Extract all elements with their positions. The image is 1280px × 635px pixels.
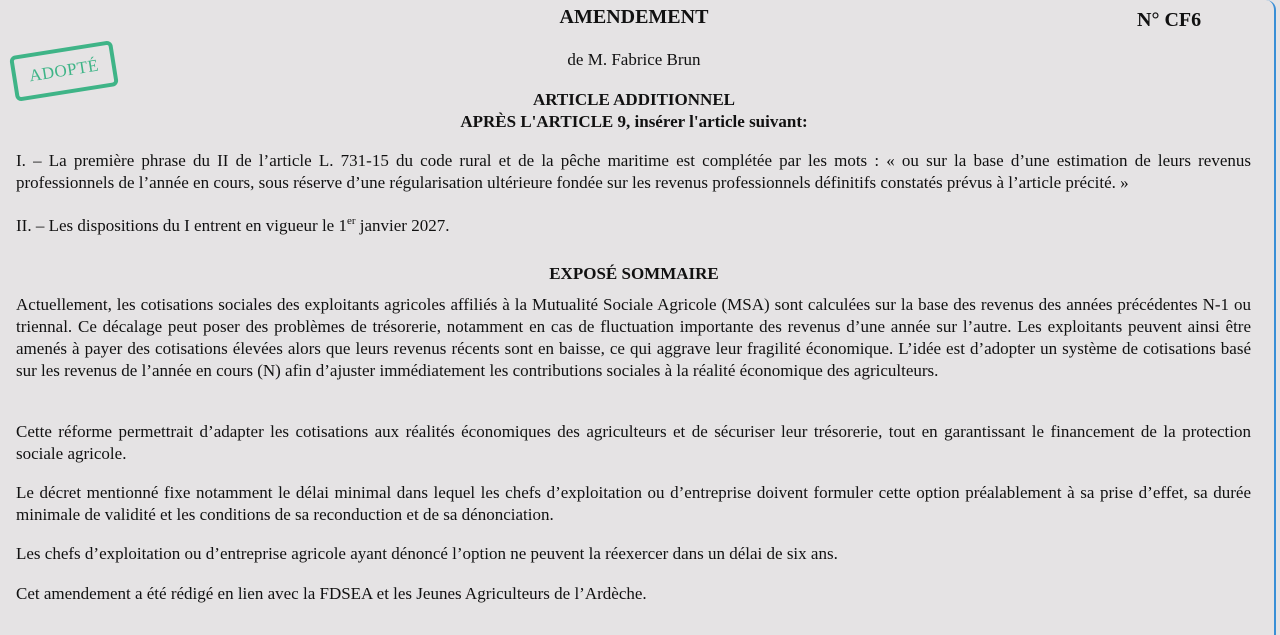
- expose-text-3: Le décret mentionné fixe notamment le délai minimal dans lequel les chefs d’exploitation ou d’entreprise doivent formuler cette option préalablement à sa prise d’effet, sa durée minimale de validité et les conditions de sa reconduction et de sa dénonciation.: [16, 483, 1251, 524]
- expose-paragraph: [16, 543, 1251, 565]
- dispositif-text-1: I. – La première phrase du II de l’article L. 731-15 du code rural et de la pêche maritime est complétée par les mots : « ou sur la base d’une estimation de leurs revenus professionnels de l’année en cours, sous réserve d’une régularisation ultérieure fondée sur les revenus professionnels définitifs constatés prévus à l’article précité. »: [16, 151, 1251, 192]
- adopted-stamp-label: ADOPTÉ: [27, 55, 101, 86]
- expose-paragraph: [16, 583, 1251, 605]
- dispositif-text-2-start: II. – Les dispositions du I entrent en vigueur le 1: [16, 216, 347, 235]
- expose-text-5: Cet amendement a été rédigé en lien avec la FDSEA et les Jeunes Agriculteurs de l’Ardèche.: [16, 584, 647, 603]
- dispositif-text-2: [16, 215, 1251, 237]
- dispositif-paragraph-2: [16, 215, 1251, 237]
- expose-paragraph: [16, 482, 1251, 526]
- expose-paragraph: [16, 421, 1251, 465]
- document-title: AMENDEMENT: [559, 6, 709, 28]
- dispositif-paragraph-1: [16, 150, 1251, 194]
- amendment-author: de M. Fabrice Brun: [567, 50, 701, 69]
- expose-title: EXPOSÉ SOMMAIRE: [549, 264, 719, 283]
- article-instruction: APRÈS L'ARTICLE 9, insérer l'article suivant:: [460, 112, 808, 131]
- dispositif-text-2-sup: er: [346, 215, 356, 227]
- amendment-number: N° CF6: [1137, 9, 1202, 31]
- dispositif-text-2-end: janvier 2027.: [355, 216, 450, 235]
- article-heading: ARTICLE ADDITIONNEL: [532, 90, 736, 109]
- expose-paragraph: [16, 294, 1251, 382]
- article-heading-block: [0, 89, 1268, 133]
- expose-text-4: Les chefs d’exploitation ou d’entreprise agricole ayant dénoncé l’option ne peuvent la réexercer dans un délai de six ans.: [16, 544, 838, 563]
- expose-text-1: Actuellement, les cotisations sociales des exploitants agricoles affiliés à la Mutualité Sociale Agricole (MSA) sont calculées sur la base des revenus des années précédentes N-1 ou triennal. Ce décalage peut poser des problèmes de trésorerie, notamment en cas de fluctuation importante des revenus d’une année sur l’autre. Les exploitants peuvent ainsi être amenés à payer des cotisations élevées alors que leurs revenus récents sont en baisse, ce qui aggrave leur fragilité économique. L’idée est d’adopter un système de cotisations basé sur les revenus de l’année en cours (N) afin d’ajuster immédiatement les contributions sociales à la réalité économique des agriculteurs.: [16, 295, 1251, 380]
- expose-text-2: Cette réforme permettrait d’adapter les cotisations aux réalités économiques des agriculteurs et de sécuriser leur trésorerie, tout en garantissant le financement de la protection sociale agricole.: [16, 422, 1251, 463]
